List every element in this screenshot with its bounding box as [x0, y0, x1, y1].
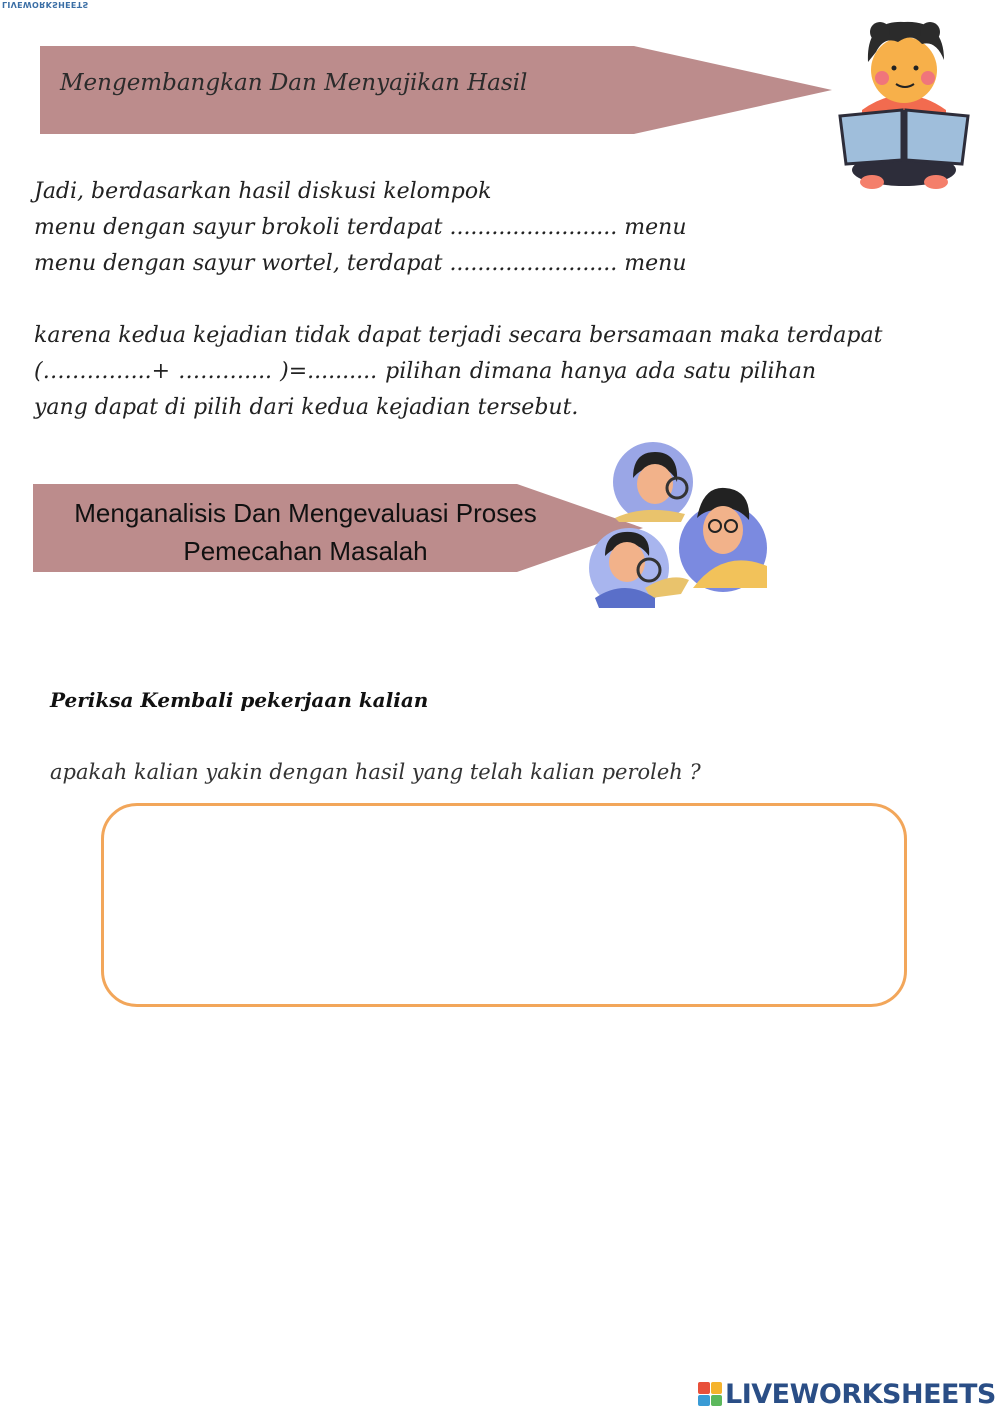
liveworksheets-logo — [698, 1376, 996, 1412]
top-watermark: LIVEWORKSHEETS — [2, 0, 89, 9]
section-banner-develop — [40, 46, 832, 134]
section-title-analyze-line-1: Menganalisis Dan Mengevaluasi Proses — [74, 498, 537, 528]
broccoli-menu-line: menu dengan sayur brokoli terdapat ........................ menu — [34, 215, 687, 240]
check-title: Periksa Kembali pekerjaan kalian — [50, 688, 429, 712]
reflection-question: apakah kalian yakin dengan hasil yang telah kalian peroleh ? — [50, 760, 701, 784]
section-title-analyze-line-2: Pemecahan Masalah — [183, 536, 428, 566]
addition-rule-line-2: (…………...+ ……….... )=.......... pilihan dimana hanya ada satu pilihan — [34, 359, 816, 384]
section-banner-analyze — [33, 484, 643, 572]
section-title-develop: Mengembangkan Dan Menyajikan Hasil — [60, 70, 528, 96]
addition-rule-statement — [34, 318, 883, 426]
section-title-analyze — [33, 494, 578, 570]
child-reading-book-icon — [832, 10, 977, 195]
answer-text-box[interactable] — [101, 803, 907, 1007]
addition-rule-line-1: karena kedua kejadian tidak dapat terjadi secara bersamaan maka terdapat — [34, 323, 883, 348]
carrot-menu-line: menu dengan sayur wortel, terdapat ........................ menu — [34, 251, 687, 276]
people-magnifying-glass-icon — [585, 438, 770, 613]
result-intro: Jadi, berdasarkan hasil diskusi kelompok — [34, 179, 492, 204]
liveworksheets-logo-icon — [698, 1382, 722, 1406]
liveworksheets-brand-text: LIVEWORKSHEETS — [725, 1378, 996, 1410]
result-statement — [34, 174, 687, 282]
addition-rule-line-3: yang dapat di pilih dari kedua kejadian tersebut. — [34, 395, 579, 420]
